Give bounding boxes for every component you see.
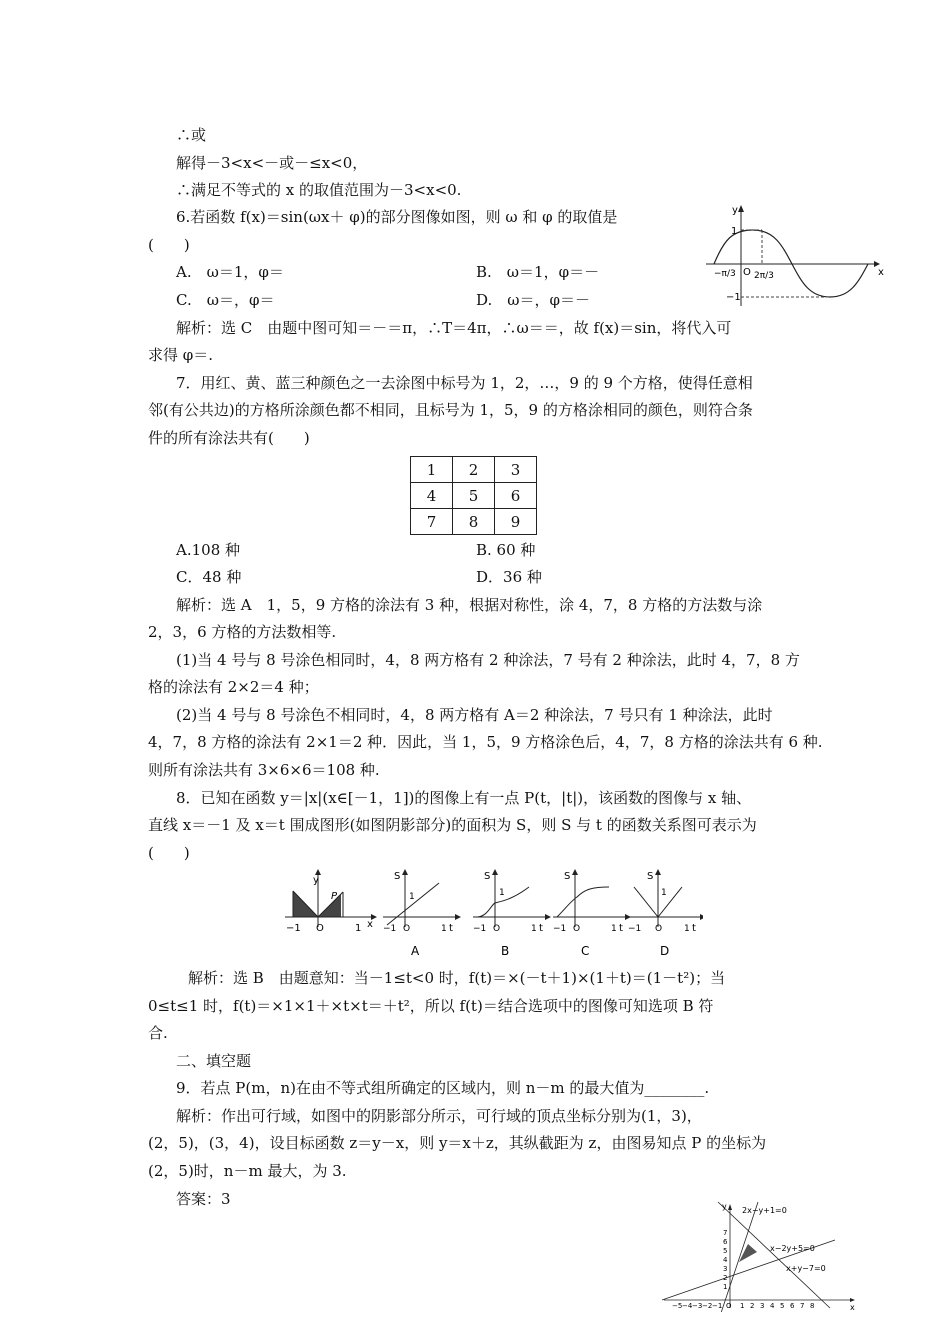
x-label: x: [878, 267, 884, 278]
line-label: x−2y+5=0: [770, 1244, 815, 1253]
option-d: D．36 种: [476, 568, 542, 586]
text-line: 则所有涂法共有 3×6×6＝108 种.: [148, 761, 380, 779]
option-b: B. ω＝1，φ＝－: [476, 263, 600, 281]
grid-cell: 4: [411, 483, 453, 509]
origin-label: O: [493, 924, 501, 934]
option-graph-c: [553, 869, 631, 958]
question-6: 6.若函数 f(x)＝sin(ωx＋ φ)的部分图像如图，则 ω 和 φ 的取值是: [176, 208, 618, 226]
tick-label: 3: [723, 1265, 728, 1273]
tick-label: −1: [628, 924, 642, 934]
point-label: P: [331, 891, 338, 902]
option-b: B. 60 种: [476, 541, 536, 559]
text-line: ∴或: [176, 126, 207, 144]
feasible-region-figure: [660, 1200, 860, 1312]
question-9: 9．若点 P(m，n)在由不等式组所确定的区域内，则 n－m 的最大值为________.: [176, 1079, 710, 1097]
x-label: t: [539, 923, 543, 934]
line-x+y-7: [718, 1202, 830, 1308]
origin-label: O: [743, 267, 751, 278]
tick-label: 7: [800, 1302, 805, 1310]
line-label: x+y−7=0: [786, 1264, 826, 1273]
option-label: B: [501, 944, 510, 958]
option-graph-a: [383, 869, 461, 958]
text-line: (2，5)时，n－m 最大，为 3.: [148, 1162, 347, 1180]
text-line: 邻(有公共边)的方格所涂颜色都不相同，且标号为 1，5，9 的方格涂相同的颜色，则符合条: [148, 401, 753, 419]
y-label: S: [647, 871, 654, 882]
sine-graph-figure: [702, 200, 888, 312]
option-label: A: [411, 944, 420, 958]
option-a: A.108 种: [176, 541, 240, 559]
grid-cell: 2: [453, 457, 495, 483]
option-label: D: [660, 944, 670, 958]
text-line: 2，3，6 方格的方法数相等.: [148, 623, 337, 641]
text-line: 求得 φ＝.: [148, 346, 214, 364]
section-heading: 二、填空题: [176, 1052, 252, 1070]
option-d: D. ω＝，φ＝－: [476, 291, 590, 309]
y-label: y: [722, 1202, 727, 1211]
tick-label: 8: [810, 1302, 815, 1310]
text-line: ( ): [148, 236, 190, 254]
x-label: t: [449, 923, 453, 934]
tick-label: −5: [672, 1302, 683, 1310]
curve: [557, 887, 609, 917]
curve: [387, 883, 439, 925]
tick-label: 1: [684, 924, 690, 934]
grid-cell: 1: [411, 457, 453, 483]
region-graph: [285, 869, 377, 934]
y-label: S: [564, 871, 571, 882]
x-label: x: [850, 1303, 855, 1312]
text-line: 直线 x＝－1 及 x＝t 围成图形(如图阴影部分)的面积为 S，则 S 与 t 的函数关系图可表示为: [148, 816, 757, 834]
tick-label: −π/3: [714, 269, 736, 279]
tick-label: 5: [723, 1247, 728, 1255]
y-label: y: [313, 875, 319, 886]
tick-label: −1: [553, 924, 567, 934]
text-line: 合.: [148, 1024, 168, 1042]
tick-label: 1: [355, 923, 362, 934]
grid-cell: 5: [453, 483, 495, 509]
text-line: 4，7，8 方格的涂法有 2×1＝2 种．因此，当 1，5，9 方格涂色后，4，7，8 方格的涂法共有 6 种.: [148, 733, 823, 751]
tick-label: −1: [473, 924, 487, 934]
option-graph-d: [628, 869, 703, 958]
tick-label: 2π/3: [754, 271, 774, 281]
tick-label: 1: [731, 226, 738, 237]
grid-cell: 6: [495, 483, 537, 509]
tick-label: −3: [692, 1302, 703, 1310]
answer: 答案：3: [176, 1190, 231, 1208]
tick-label: −1: [726, 292, 741, 303]
text-line: 解析：选 B 由题意知：当－1≤t<0 时，f(t)＝×(－t＋1)×(1＋t)＝(1－t²)；当: [188, 969, 726, 987]
tick-label: 6: [723, 1238, 728, 1246]
x-label: x: [367, 919, 373, 930]
grid-cell: 3: [495, 457, 537, 483]
tick-label: 1: [441, 924, 447, 934]
text-line: 解析：选 A 1，5，9 方格的涂法有 3 种，根据对称性，涂 4，7，8 方格的方法数与涂: [176, 596, 763, 614]
text-line: (2，5)，(3，4)，设目标函数 z＝y－x，则 y＝x＋z，其纵截距为 z，由图易知点 P 的坐标为: [148, 1134, 767, 1152]
origin-label: O: [403, 924, 411, 934]
origin-label: O: [316, 923, 324, 934]
origin-label: O: [573, 924, 581, 934]
tick-label: 4: [723, 1256, 728, 1264]
origin-label: O: [655, 924, 663, 934]
text-line: 0≤t≤1 时，f(t)＝×1×1＋×t×t＝＋t²，所以 f(t)＝结合选项中的图像可知选项 B 符: [148, 997, 714, 1015]
text-line: 件的所有涂法共有( ): [148, 429, 310, 447]
tick-label: 1: [499, 888, 505, 898]
x-label: t: [692, 923, 696, 934]
y-label: y: [732, 205, 738, 216]
tick-label: −2: [702, 1302, 713, 1310]
tick-label: −1: [712, 1302, 723, 1310]
text-line: ∴满足不等式的 x 的取值范围为－3<x<0.: [176, 181, 462, 199]
question-7: 7．用红、黄、蓝三种颜色之一去涂图中标号为 1，2，…，9 的 9 个方格，使得任意相: [176, 374, 753, 392]
shaded-region: [739, 1244, 757, 1262]
option-a: A. ω＝1，φ＝: [176, 263, 284, 281]
text-line: 解析：选 C 由题中图可知＝－＝π，∴T＝4π，∴ω＝＝，故 f(x)＝sin，将代入可: [176, 319, 732, 337]
question-8: 8．已知在函数 y＝|x|(x∈[－1，1])的图像上有一点 P(t，|t|)，该函数的图像与 x 轴、: [176, 789, 752, 807]
option-c: C．48 种: [176, 568, 242, 586]
option-label: C: [581, 944, 590, 958]
tick-label: 2: [750, 1302, 755, 1310]
y-label: S: [394, 871, 401, 882]
tick-label: 2: [723, 1274, 728, 1282]
option-graph-b: [473, 869, 551, 958]
tick-label: −4: [682, 1302, 693, 1310]
grid-cell: 9: [495, 509, 537, 535]
tick-label: 5: [780, 1302, 785, 1310]
line-label: 2x−y+1=0: [742, 1206, 787, 1215]
tick-label: 1: [531, 924, 537, 934]
y-axis-arrow: [738, 205, 744, 212]
grid-cell: 8: [453, 509, 495, 535]
text-line: 格的涂法有 2×2＝4 种；: [148, 678, 319, 696]
tick-label: 7: [723, 1229, 728, 1237]
number-grid: [410, 456, 537, 535]
text-line: (1)当 4 号与 8 号涂色相同时，4，8 两方格有 2 种涂法，7 号有 2 种涂法，此时 4，7，8 方: [176, 651, 800, 669]
tick-label: −1: [286, 923, 301, 934]
tick-label: −1: [383, 924, 397, 934]
text-line: 解得－3<x<－或－≤x<0，: [176, 154, 368, 172]
text-line: 解析：作出可行域，如图中的阴影部分所示，可行域的顶点坐标分别为(1，3)，: [176, 1107, 702, 1125]
option-graphs-figure: [283, 865, 703, 961]
tick-label: 1: [723, 1283, 728, 1291]
tick-label: 1: [661, 888, 667, 898]
tick-label: 1: [611, 924, 617, 934]
y-label: S: [484, 871, 491, 882]
text-line: ( ): [148, 844, 190, 862]
tick-label: 1: [740, 1302, 745, 1310]
text-line: (2)当 4 号与 8 号涂色不相同时，4，8 两方格有 A＝2 种涂法，7 号只有 1 种涂法，此时: [176, 706, 773, 724]
origin-label: O: [726, 1302, 732, 1310]
grid-cell: 7: [411, 509, 453, 535]
x-label: t: [619, 923, 623, 934]
tick-label: 1: [409, 892, 415, 902]
tick-label: 6: [790, 1302, 795, 1310]
tick-label: 4: [770, 1302, 775, 1310]
tick-label: 3: [760, 1302, 765, 1310]
option-c: C. ω＝，φ＝: [176, 291, 275, 309]
